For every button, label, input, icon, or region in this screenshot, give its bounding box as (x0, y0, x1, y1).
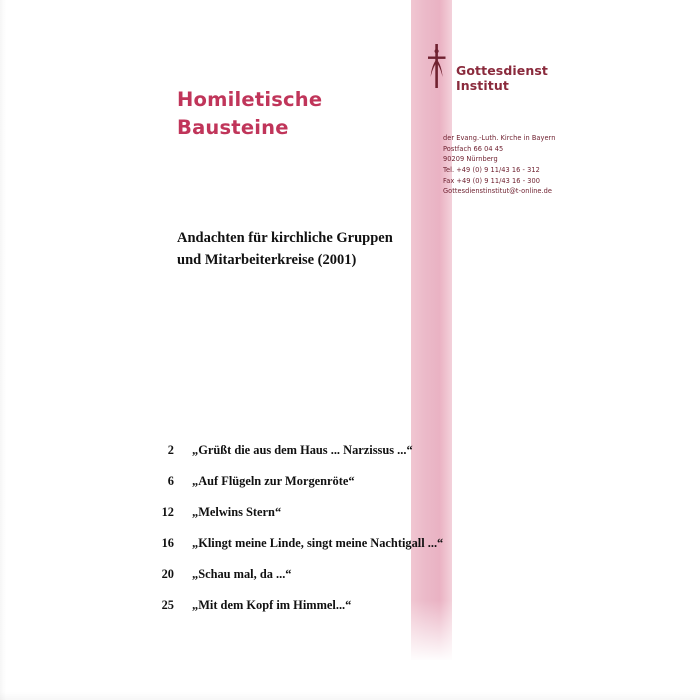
contents-entry-title: „Schau mal, da ...“ (192, 567, 292, 581)
list-item (152, 474, 482, 489)
page-subtitle (177, 228, 427, 272)
address-line: Postfach 66 04 45 (443, 144, 504, 153)
page-title (177, 86, 397, 141)
list-item (152, 536, 482, 551)
page-title-line-1: Homiletische (177, 88, 323, 111)
list-item (152, 567, 482, 582)
address-line: Tel. +49 (0) 9 11/43 16 - 312 (443, 166, 540, 175)
cross-figure-icon (424, 44, 450, 90)
contents-page-number: 2 (167, 443, 174, 457)
scan-edge-shadow-left (0, 0, 6, 700)
address-line: der Evang.-Luth. Kirche in Bayern (443, 134, 556, 142)
contents-entry-title: „Grüßt die aus dem Haus ... Narzissus ...“ (192, 443, 413, 457)
contents-entry-title: „Mit dem Kopf im Himmel...“ (192, 598, 352, 612)
page-subtitle-line-2: und Mitarbeiterkreise (2001) (177, 251, 357, 268)
publisher-logo (424, 44, 574, 94)
contents-page-number: 6 (167, 474, 174, 488)
page-subtitle-line-1: Andachten für kirchliche Gruppen (177, 230, 393, 246)
scan-edge-shadow-bottom (0, 692, 700, 700)
publisher-name-line-1: Gottesdienst (456, 63, 548, 78)
table-of-contents (152, 443, 482, 629)
contents-page-number: 25 (161, 598, 174, 612)
publisher-name-line-2: Institut (456, 77, 509, 93)
address-line: 90209 Nürnberg (443, 155, 498, 164)
contents-page-number: 20 (161, 567, 174, 581)
publisher-name (456, 44, 548, 94)
contents-entry-title: „Auf Flügeln zur Morgenröte“ (192, 474, 355, 488)
list-item (152, 443, 482, 458)
contents-page-number: 12 (161, 505, 174, 519)
address-line-email: Gottesdienstinstitut@t-online.de (443, 187, 553, 196)
list-item (152, 598, 482, 613)
publisher-address (443, 133, 603, 197)
address-line: Fax +49 (0) 9 11/43 16 - 300 (443, 176, 541, 185)
list-item (152, 505, 482, 520)
page-title-line-2: Bausteine (177, 115, 289, 139)
contents-entry-title: „Klingt meine Linde, singt meine Nachtigall ...“ (192, 536, 444, 550)
contents-page-number: 16 (161, 536, 174, 550)
contents-entry-title: „Melwins Stern“ (192, 505, 282, 519)
